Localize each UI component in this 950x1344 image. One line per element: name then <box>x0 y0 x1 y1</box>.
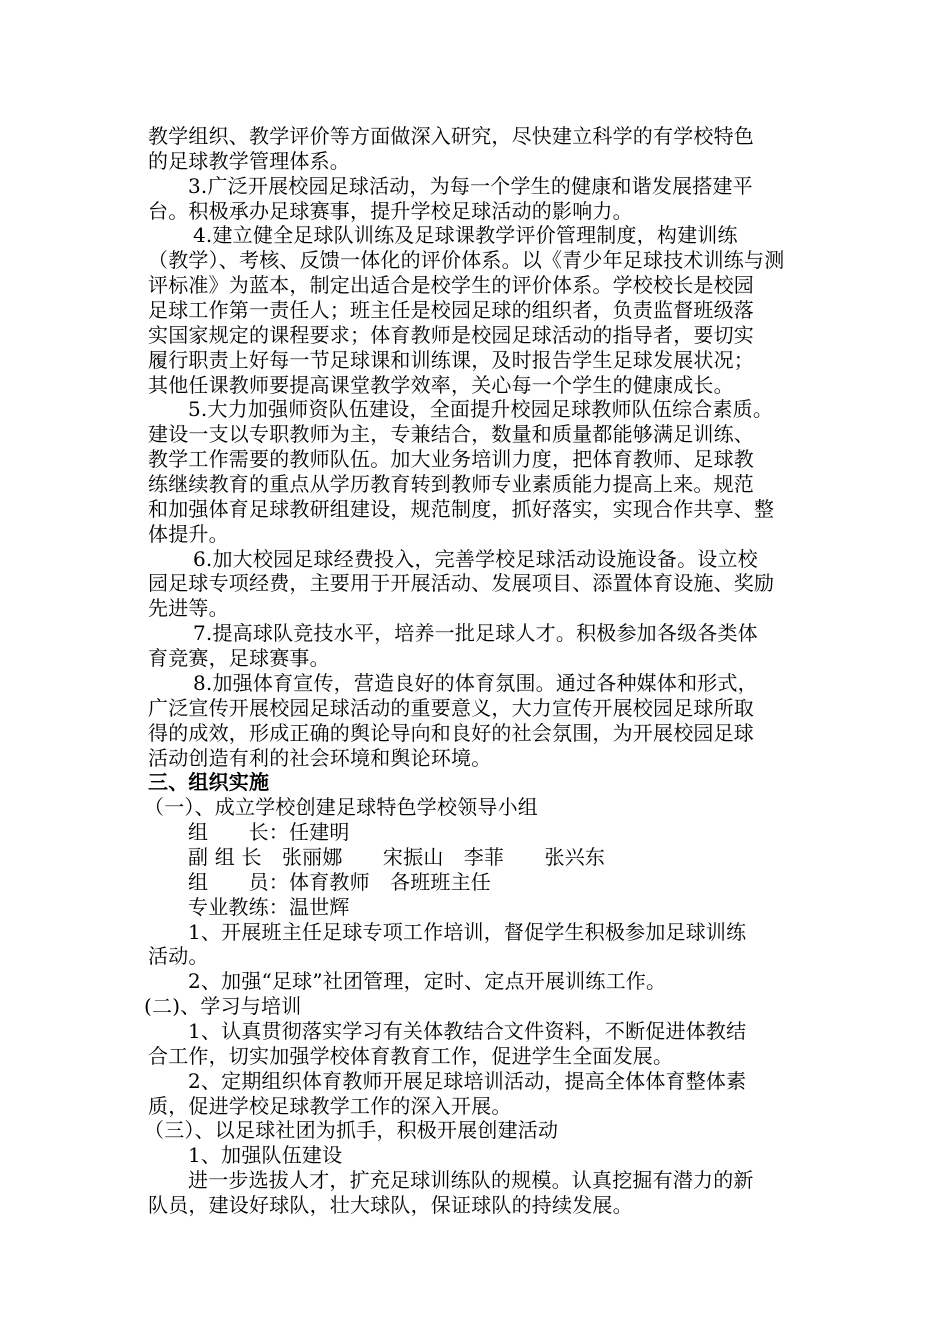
text-line: 得的成效，形成正确的舆论导向和良好的社会氛围，为开展校园足球 <box>148 721 754 745</box>
text-line: 进一步选拔人才，扩充足球训练队的规模。认真挖掘有潜力的新 <box>188 1168 754 1192</box>
text-line: 的足球教学管理体系。 <box>148 149 350 173</box>
text-line: 体提升。 <box>148 522 229 546</box>
text-line: 育竞赛，足球赛事。 <box>148 646 330 670</box>
text-line: 7.提高球队竞技水平，培养一批足球人才。积极参加各级各类体 <box>193 621 758 645</box>
text-line: 2、定期组织体育教师开展足球培训活动，提高全体体育整体素 <box>188 1069 747 1093</box>
text-line: 活动。 <box>148 944 209 968</box>
text-line: 广泛宣传开展校园足球活动的重要意义，大力宣传开展校园足球所取 <box>148 696 754 720</box>
text-line: 4.建立健全足球队训练及足球课教学评价管理制度，构建训练 <box>193 223 738 247</box>
text-line: 队员，建设好球队，壮大球队，保证球队的持续发展。 <box>148 1193 633 1217</box>
text-line: 先进等。 <box>148 596 229 620</box>
text-line: 2、加强“足球”社团管理，定时、定点开展训练工作。 <box>188 969 667 993</box>
text-line: 教学组织、教学评价等方面做深入研究，尽快建立科学的有学校特色 <box>148 124 754 148</box>
text-line: 6.加大校园足球经费投入，完善学校足球活动设施设备。设立校 <box>193 547 758 571</box>
text-line: 实国家规定的课程要求；体育教师是校园足球活动的指导者，要切实 <box>148 323 754 347</box>
text-line: 组 员：体育教师 各班班主任 <box>188 870 491 894</box>
text-line: 8.加强体育宣传，营造良好的体育氛围。通过各种媒体和形式， <box>193 671 758 695</box>
text-line: 1、加强队伍建设 <box>188 1143 343 1167</box>
text-line: 建设一支以专职教师为主，专兼结合，数量和质量都能够满足训练、 <box>148 422 754 446</box>
text-line: 1、认真贯彻落实学习有关体教结合文件资料，不断促进体教结 <box>188 1019 747 1043</box>
subsection-heading: (二)、学习与培训 <box>144 994 302 1018</box>
text-line: 和加强体育足球教研组建设，规范制度，抓好落实，实现合作共享、整 <box>148 497 775 521</box>
text-line: 练继续教育的重点从学历教育转到教师专业素质能力提高上来。规范 <box>148 472 754 496</box>
text-line: 履行职责上好每一节足球课和训练课，及时报告学生足球发展状况； <box>148 348 754 372</box>
text-line: 教学工作需要的教师队伍。加大业务培训力度，把体育教师、足球教 <box>148 447 754 471</box>
subsection-heading: （三）、以足球社团为抓手，积极开展创建活动 <box>144 1118 559 1142</box>
text-line: 园足球专项经费，主要用于开展活动、发展项目、添置体育设施、奖励 <box>148 571 775 595</box>
text-line: 活动创造有利的社会环境和舆论环境。 <box>148 746 492 770</box>
text-line: 专业教练：温世辉 <box>188 895 350 919</box>
text-line: （教学）、考核、反馈一体化的评价体系。以《青少年足球技术训练与测 <box>148 248 785 272</box>
text-line: 其他任课教师要提高课堂教学效率，关心每一个学生的健康成长。 <box>148 373 734 397</box>
subsection-heading: （一）、成立学校创建足球特色学校领导小组 <box>144 795 538 819</box>
text-line: 组 长：任建明 <box>188 820 350 844</box>
text-line: 台。积极承办足球赛事，提升学校足球活动的影响力。 <box>148 199 633 223</box>
text-line: 3.广泛开展校园足球活动，为每一个学生的健康和谐发展搭建平 <box>188 174 753 198</box>
text-line: 评标准》为蓝本，制定出适合是校学生的评价体系。学校校长是校园 <box>148 273 754 297</box>
text-line: 足球工作第一责任人；班主任是校园足球的组织者，负责监督班级落 <box>148 298 754 322</box>
text-line: 合工作，切实加强学校体育教育工作，促进学生全面发展。 <box>148 1044 674 1068</box>
text-line: 副 组 长 张丽娜 宋振山 李菲 张兴东 <box>188 845 606 869</box>
text-line: 5.大力加强师资队伍建设，全面提升校园足球教师队伍综合素质。 <box>188 397 774 421</box>
section-heading: 三、组织实施 <box>148 770 270 794</box>
text-line: 质，促进学校足球教学工作的深入开展。 <box>148 1094 512 1118</box>
text-line: 1、开展班主任足球专项工作培训，督促学生积极参加足球训练 <box>188 920 747 944</box>
